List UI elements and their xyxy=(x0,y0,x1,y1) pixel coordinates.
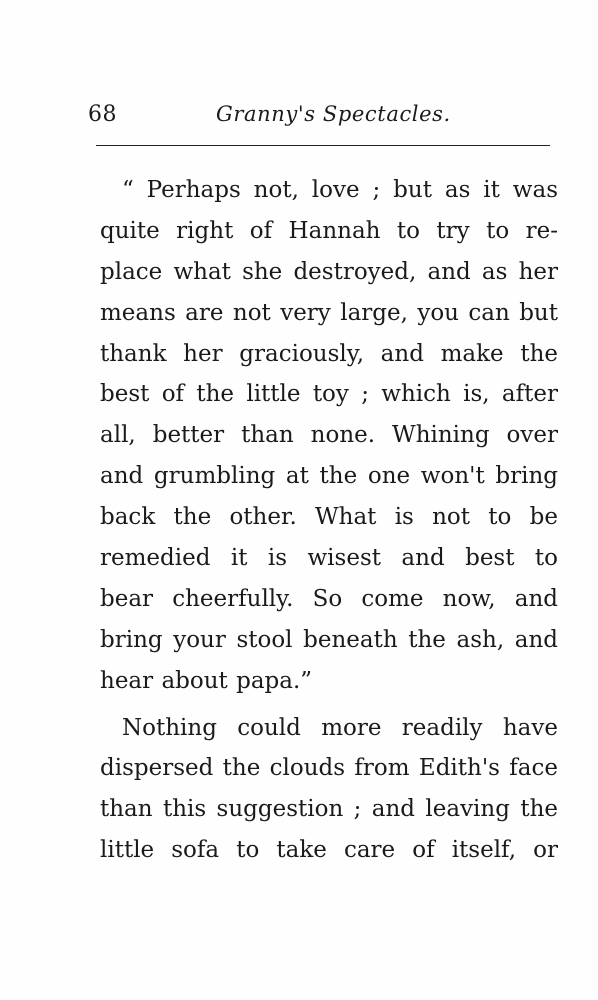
text-line: and grumbling at the one won't bring xyxy=(100,463,558,490)
text-line: best of the little toy ; which is, after xyxy=(100,381,558,408)
header-rule xyxy=(96,145,550,146)
page-number: 68 xyxy=(88,102,117,127)
running-title: Granny's Spectacles. xyxy=(216,102,451,126)
text-line: dispersed the clouds from Edith's face xyxy=(100,755,558,782)
text-line: thank her graciously, and make the xyxy=(100,340,558,367)
text-line: bring your stool beneath the ash, and xyxy=(100,626,558,653)
running-head xyxy=(88,100,554,134)
text-line: Nothing could more readily have xyxy=(122,714,558,741)
text-line: little sofa to take care of itself, or xyxy=(100,837,558,864)
text-line: bear cheerfully. So come now, and xyxy=(100,585,558,612)
text-line: quite right of Hannah to try to re- xyxy=(100,217,558,244)
text-line: than this suggestion ; and leaving the xyxy=(100,796,558,823)
text-line: hear about papa.” xyxy=(100,667,313,694)
text-line: remedied it is wisest and best to xyxy=(100,545,558,572)
text-line: “ Perhaps not, love ; but as it was xyxy=(122,177,558,203)
body-text xyxy=(100,170,558,871)
text-line: means are not very large, you can but xyxy=(100,299,558,326)
text-line: back the other. What is not to be xyxy=(100,504,558,531)
text-line: place what she destroyed, and as her xyxy=(100,258,558,285)
text-line: all, better than none. Whining over xyxy=(100,422,558,449)
